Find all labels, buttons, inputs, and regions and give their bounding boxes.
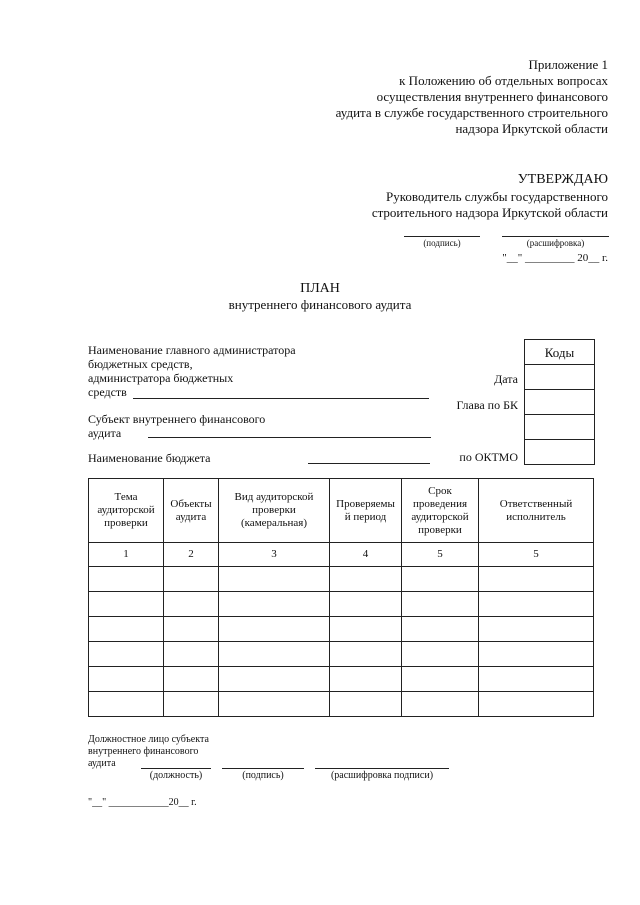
appendix-line-1: Приложение 1 — [528, 57, 608, 72]
budget-input-line[interactable] — [308, 463, 430, 464]
appendix-line-2: к Положению об отдельных вопросах — [399, 73, 608, 88]
table-cell[interactable] — [479, 667, 594, 692]
col-number: 5 — [402, 543, 479, 567]
table-cell[interactable] — [330, 567, 402, 592]
header-objects: Объекты аудита — [164, 479, 219, 543]
code-date-cell[interactable] — [525, 365, 594, 390]
footer-date: "__" ____________20__ г. — [88, 797, 197, 808]
official-line-1: Должностное лицо субъекта — [88, 734, 209, 745]
table-cell[interactable] — [89, 592, 164, 617]
table-cell[interactable] — [479, 567, 594, 592]
oktmo-label: по ОКТМО — [459, 450, 518, 464]
admin-input-line[interactable] — [133, 398, 429, 399]
header-type: Вид аудиторской проверки (камеральная) — [219, 479, 330, 543]
table-cell[interactable] — [164, 592, 219, 617]
header-term: Срок проведения аудиторской проверки — [402, 479, 479, 543]
decoding-caption: (расшифровка) — [526, 238, 585, 248]
table-cell[interactable] — [219, 642, 330, 667]
table-cell[interactable] — [219, 617, 330, 642]
header-period: Проверяемы й период — [330, 479, 402, 543]
table-row — [89, 592, 594, 617]
appendix-line-4: аудита в службе государственного строительного — [335, 105, 608, 120]
table-row — [89, 667, 594, 692]
subject-input-line[interactable] — [148, 437, 431, 438]
table-cell[interactable] — [479, 592, 594, 617]
table-cell[interactable] — [89, 642, 164, 667]
budget-label: Наименование бюджета — [88, 451, 211, 465]
plan-title: ПЛАН — [300, 281, 340, 296]
code-extra-cell[interactable] — [525, 415, 594, 440]
table-cell[interactable] — [402, 692, 479, 717]
table-row — [89, 567, 594, 592]
bk-label: Глава по БК — [456, 398, 518, 412]
appendix-header — [248, 57, 608, 137]
official-line-2: внутреннего финансового — [88, 746, 199, 757]
table-cell[interactable] — [89, 692, 164, 717]
table-cell[interactable] — [402, 567, 479, 592]
approve-line-1: Руководитель службы государственного — [386, 189, 608, 204]
table-cell[interactable] — [479, 617, 594, 642]
table-cell[interactable] — [219, 667, 330, 692]
official-label — [88, 734, 288, 770]
table-cell[interactable] — [164, 692, 219, 717]
table-cell[interactable] — [219, 567, 330, 592]
table-row — [89, 617, 594, 642]
header-topic: Тема аудиторской проверки — [89, 479, 164, 543]
admin-line-4: средств — [88, 385, 127, 399]
admin-line-3: администратора бюджетных — [88, 371, 234, 385]
table-cell[interactable] — [479, 642, 594, 667]
table-cell[interactable] — [402, 642, 479, 667]
col-number: 3 — [219, 543, 330, 567]
subject-line-1: Субъект внутреннего финансового — [88, 412, 266, 426]
col-number: 4 — [330, 543, 402, 567]
plan-table — [88, 478, 594, 717]
table-cell[interactable] — [89, 667, 164, 692]
table-cell[interactable] — [164, 567, 219, 592]
table-cell[interactable] — [330, 692, 402, 717]
code-bk-cell[interactable] — [525, 390, 594, 415]
official-line-3: аудита — [88, 758, 116, 769]
table-cell[interactable] — [89, 567, 164, 592]
approve-date: "__" _________ 20__ г. — [502, 252, 608, 264]
plan-subtitle: внутреннего финансового аудита — [228, 297, 412, 312]
table-cell[interactable] — [164, 642, 219, 667]
footer-decoding-line[interactable] — [315, 768, 449, 769]
date-label: Дата — [494, 372, 518, 386]
approve-block — [288, 189, 608, 221]
decoding-line — [502, 236, 609, 237]
appendix-line-5: надзора Иркутской области — [455, 121, 608, 136]
col-number: 1 — [89, 543, 164, 567]
signature-caption: (подпись) — [423, 238, 461, 248]
table-cell[interactable] — [164, 667, 219, 692]
admin-line-1: Наименование главного администратора — [88, 343, 296, 357]
position-caption: (должность) — [149, 770, 203, 781]
table-cell[interactable] — [479, 692, 594, 717]
table-cell[interactable] — [330, 592, 402, 617]
approve-line-2: строительного надзора Иркутской области — [371, 205, 608, 220]
table-number-row — [89, 543, 594, 567]
table-cell[interactable] — [219, 592, 330, 617]
signature-line — [404, 236, 480, 237]
footer-signature-caption: (подпись) — [242, 770, 284, 781]
table-cell[interactable] — [402, 617, 479, 642]
footer-signature-line[interactable] — [222, 768, 304, 769]
footer-decoding-caption: (расшифровка подписи) — [330, 770, 434, 781]
table-cell[interactable] — [330, 667, 402, 692]
table-row — [89, 692, 594, 717]
table-cell[interactable] — [330, 642, 402, 667]
subject-line-2: аудита — [88, 426, 122, 440]
table-header-row — [89, 479, 594, 543]
table-row — [89, 642, 594, 667]
col-number: 5 — [479, 543, 594, 567]
code-oktmo-cell[interactable] — [525, 440, 594, 465]
position-line[interactable] — [141, 768, 211, 769]
appendix-line-3: осуществления внутреннего финансового — [376, 89, 608, 104]
table-cell[interactable] — [89, 617, 164, 642]
admin-label — [88, 343, 388, 399]
codes-header: Коды — [525, 340, 594, 365]
table-cell[interactable] — [330, 617, 402, 642]
codes-box — [524, 339, 595, 465]
header-responsible: Ответственный исполнитель — [479, 479, 594, 543]
table-cell[interactable] — [219, 692, 330, 717]
table-cell[interactable] — [402, 592, 479, 617]
approve-title: УТВЕРЖДАЮ — [517, 172, 608, 187]
admin-line-2: бюджетных средств, — [88, 357, 193, 371]
subject-label — [88, 412, 388, 440]
col-number: 2 — [164, 543, 219, 567]
table-cell[interactable] — [164, 617, 219, 642]
table-cell[interactable] — [402, 667, 479, 692]
